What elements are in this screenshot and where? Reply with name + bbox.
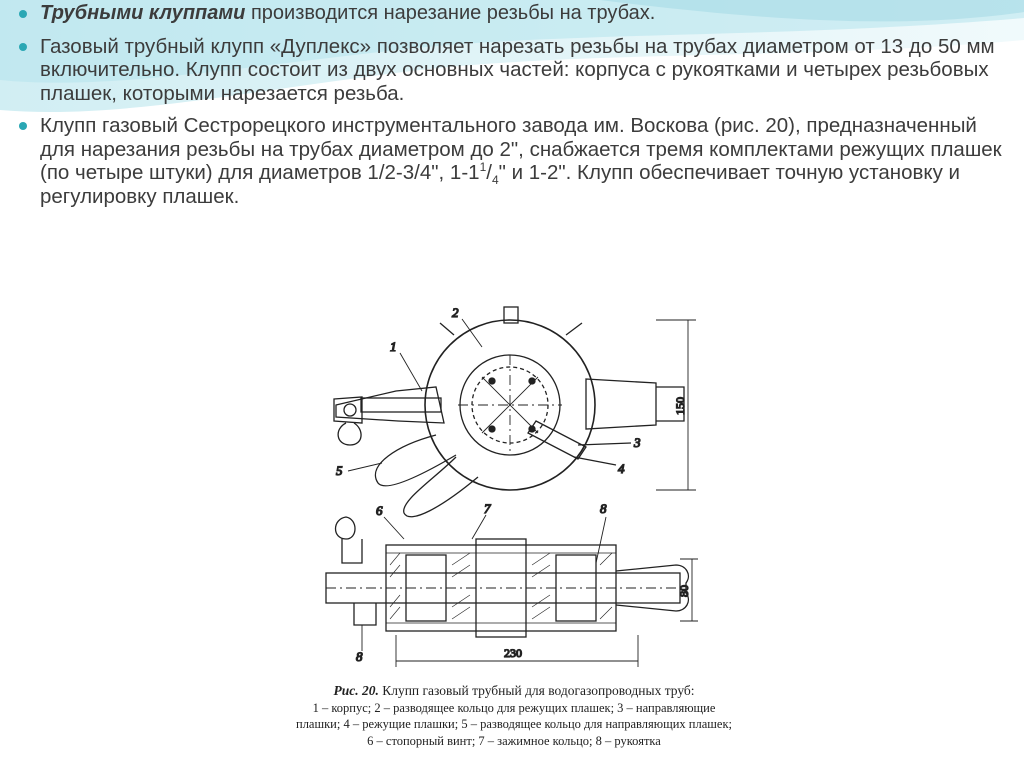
guide-plunger [528, 421, 586, 459]
caption-title-line [214, 683, 814, 700]
leader-4 [574, 457, 616, 465]
caption-number: Рис. 20. [333, 683, 379, 698]
bullet-3-text-start: Клупп газовый Сестрорецкого инструментального завода им. Воскова (рис. 20), предназначенный для нарезания резьбы на трубах диаметром до 2", снабжается тремя комплектами режущих плашек (по четыре штуки) для диаметров 1/2-3/4", 1-1 [40, 114, 1002, 184]
caption-legend-line: плашки; 4 – режущие плашки; 5 – разводящее кольцо для направляющих плашек; [296, 717, 732, 731]
callout-4: 4 [618, 461, 625, 476]
bullet-3-text-end: " и 1-2". Клупп обеспечивает точную установку и регулировку плашек. [40, 161, 960, 208]
bullet-1 [16, 2, 1016, 26]
caption-legend-line: 6 – стопорный винт; 7 – зажимное кольцо; 8 – рукоятка [367, 733, 661, 748]
dim-150: 150 [673, 397, 687, 415]
callout-8-top: 8 [600, 501, 607, 516]
spoke [440, 323, 454, 335]
side-shackle [336, 517, 356, 539]
pipe-die-stock-drawing [186, 295, 830, 685]
bullet-2-text: Газовый трубный клупп «Дуплекс» позволяет нарезать резьбы на трубах диаметром от 13 до 50 мм включительно. Клупп состоит из двух основных частей: корпуса с рукоятками и четырех резьбовых плашек, которыми нарезается резьба. [40, 34, 995, 105]
caption-legend-line: 1 – корпус; 2 – разводящее кольцо для режущих плашек; 3 – направляющие [312, 700, 716, 715]
left-shackle [338, 423, 361, 445]
fraction-numerator: 1 [479, 160, 487, 175]
die-mark [489, 378, 495, 384]
callout-2: 2 [452, 305, 459, 320]
bullet-1-text: производится нарезание резьбы на трубах. [245, 2, 656, 24]
bullet-2 [16, 35, 1016, 106]
right-handle [586, 379, 656, 429]
leaders [348, 319, 606, 651]
lower-grip-2 [404, 457, 478, 517]
bullet-dot [19, 43, 27, 51]
callout-1: 1 [390, 339, 397, 354]
hatching [390, 553, 612, 619]
spoke [566, 323, 582, 335]
bullet-list [16, 2, 1016, 208]
fraction-slash: / [486, 161, 492, 184]
bullet-1-bold: Трубными клуппами [40, 2, 246, 24]
dim-80: 80 [677, 585, 691, 597]
bullet-3 [16, 114, 1016, 208]
bullet-dot [19, 122, 27, 130]
top-view [334, 307, 696, 517]
lower-grip-5 [375, 435, 456, 486]
callout-3: 3 [634, 435, 641, 450]
callout-5: 5 [336, 463, 343, 478]
figure-caption [214, 683, 814, 749]
side-view [326, 517, 698, 667]
callout-7: 7 [484, 501, 491, 516]
bullet-dot [19, 10, 27, 18]
die-mark [529, 378, 535, 384]
callout-6: 6 [376, 503, 383, 518]
fraction-denominator: 4 [491, 173, 499, 188]
die-mark [489, 426, 495, 432]
left-clamp [334, 397, 362, 423]
left-handle-bar [361, 398, 441, 412]
callout-8-bottom: 8 [356, 649, 363, 664]
dim-230: 230 [504, 646, 522, 660]
figure-20 [186, 295, 830, 767]
left-clamp-bolt [344, 404, 356, 416]
side-shackle-bar [342, 539, 362, 563]
side-left-lug [354, 603, 376, 625]
caption-title: Клупп газовый трубный для водогазопроводных труб: [382, 683, 695, 698]
